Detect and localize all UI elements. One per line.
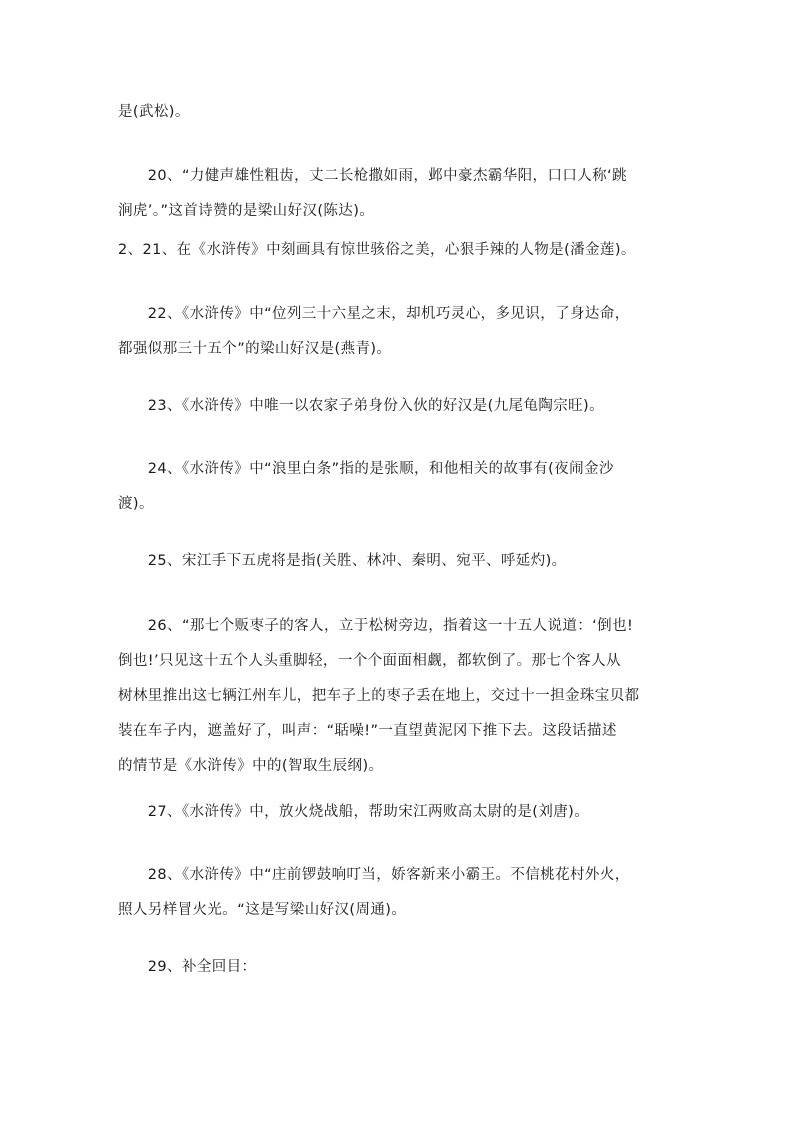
text-line: 22、《水浒传》中“位列三十六星之末，却机巧灵心，多见识，了身达命， — [118, 306, 630, 322]
text-line: 27、《水浒传》中，放火烧战船，帮助宋江两败高太尉的是(刘唐)。 — [118, 804, 590, 820]
text-line: 26、“那七个贩枣子的客人，立于松树旁边，指着这一十五人说道：‘倒也! — [118, 618, 634, 634]
paragraph-19-tail — [118, 95, 678, 130]
paragraph-question-23 — [118, 389, 678, 424]
text-line: 涧虎’。”这首诗赞的是梁山好汉(陈达)。 — [118, 203, 375, 219]
text-line: 装在车子内，遮盖好了，叫声：“聒噪!”一直望黄泥冈下推下去。这段话描述 — [118, 723, 617, 739]
text-line: 24、《水浒传》中“浪里白条”指的是张顺，和他相关的故事有(夜闹金沙 — [118, 461, 614, 477]
text-line: 28、《水浒传》中“庄前锣鼓响叮当，娇客新来小霸王。不信桃花村外火， — [118, 867, 630, 883]
paragraph-question-22 — [118, 297, 678, 367]
text-line: 树林里推出这七辆江州车儿，把车子上的枣子丢在地上，交过十一担金珠宝贝都 — [118, 688, 640, 704]
paragraph-question-21 — [118, 233, 678, 268]
paragraph-question-24 — [118, 452, 678, 522]
paragraph-question-27 — [118, 795, 678, 830]
paragraph-question-20 — [118, 159, 678, 229]
text-line: 23、《水浒传》中唯一以农家子弟身份入伙的好汉是(九尾龟陶宗旺)。 — [118, 398, 605, 414]
paragraph-question-26 — [118, 609, 678, 784]
text-line: 25、宋江手下五虎将是指(关胜、林冲、秦明、宛平、呼延灼)。 — [118, 553, 567, 569]
paragraph-question-28 — [118, 858, 678, 928]
text-line: 倒也!’只见这十五个人头重脚轻，一个个面面相觑，都软倒了。那七个客人从 — [118, 653, 621, 669]
paragraph-question-25 — [118, 544, 678, 579]
text-line: 渡)。 — [118, 496, 154, 512]
paragraph-question-29 — [118, 950, 678, 985]
text-line: 2、21、在《水浒传》中刻画具有惊世骇俗之美，心狠手辣的人物是(潘金莲)。 — [118, 242, 636, 258]
text-line: 都强似那三十五个”的梁山好汉是(燕青)。 — [118, 341, 392, 357]
text-line: 29、补全回目： — [118, 959, 257, 975]
text-line: 是(武松)。 — [118, 104, 190, 120]
text-line: 照人另样冒火光。“这是写梁山好汉(周通)。 — [118, 902, 407, 918]
text-line: 20、“力健声雄性粗齿，丈二长枪撒如雨，邺中豪杰霸华阳，口口人称‘跳 — [118, 168, 627, 184]
text-line: 的情节是《水浒传》中的(智取生辰纲)。 — [118, 758, 384, 774]
